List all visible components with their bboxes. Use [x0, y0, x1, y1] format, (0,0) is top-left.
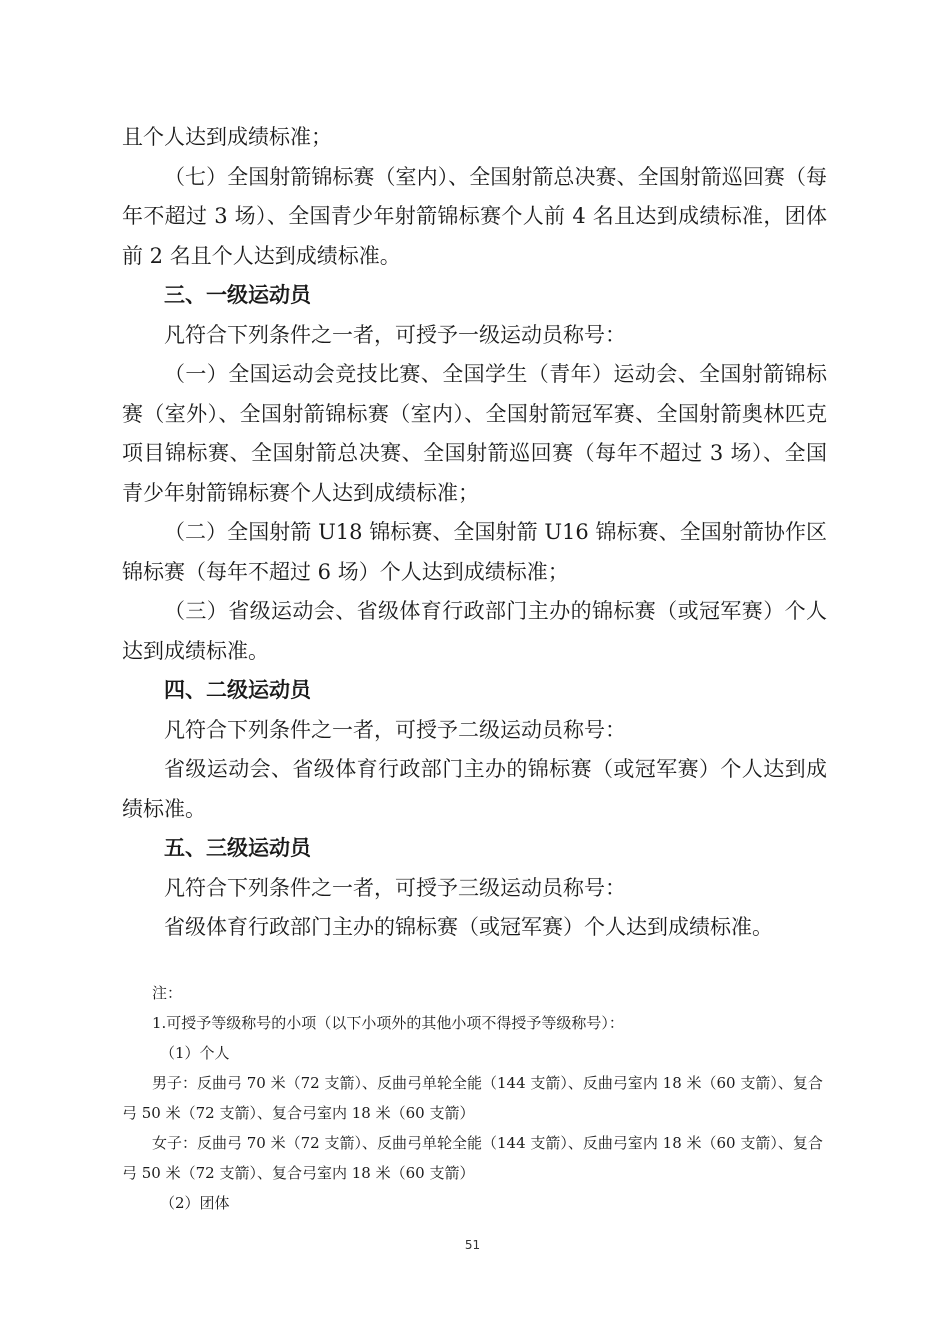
paragraph-first-class-item-1: （一）全国运动会竞技比赛、全国学生（青年）运动会、全国射箭锦标赛（室外）、全国射箭锦标赛（室内）、全国射箭冠军赛、全国射箭奥林匹克项目锦标赛、全国射箭总决赛、全国射箭巡回赛（每年不超过 3 场）、全国青少年射箭锦标赛个人达到成绩标准；: [122, 362, 827, 505]
paragraph-item-7: （七）全国射箭锦标赛（室内）、全国射箭总决赛、全国射箭巡回赛（每年不超过 3 场）、全国青少年射箭锦标赛个人前 4 名且达到成绩标准，团体前 2 名且个人达到成绩标准。: [122, 164, 827, 268]
paragraph-second-class-condition: 省级运动会、省级体育行政部门主办的锦标赛（或冠军赛）个人达到成绩标准。: [122, 757, 827, 821]
notes-sub-individual: （1）个人: [160, 1044, 230, 1062]
notes-sub-team: （2）团体: [160, 1194, 230, 1212]
notes-men-events: 男子：反曲弓 70 米（72 支箭）、反曲弓单轮全能（144 支箭）、反曲弓室内 18 米（60 支箭）、复合弓 50 米（72 支箭）、复合弓室内 18 米（60 支箭）: [122, 1074, 823, 1122]
notes-section: [122, 978, 827, 1218]
page-number: 51: [464, 1238, 481, 1252]
section-heading-first-class: 三、一级运动员: [164, 283, 311, 307]
paragraph-first-class-item-3: （三）省级运动会、省级体育行政部门主办的锦标赛（或冠军赛）个人达到成绩标准。: [122, 599, 827, 663]
section-heading-third-class: 五、三级运动员: [164, 836, 311, 860]
main-text: [122, 118, 827, 948]
paragraph-continuation: 且个人达到成绩标准；: [122, 125, 332, 149]
notes-item-1: 1.可授予等级称号的小项（以下小项外的其他小项不得授予等级称号）：: [152, 1014, 624, 1032]
notes-women-events: 女子：反曲弓 70 米（72 支箭）、反曲弓单轮全能（144 支箭）、反曲弓室内 18 米（60 支箭）、复合弓 50 米（72 支箭）、复合弓室内 18 米（60 支箭）: [122, 1134, 823, 1182]
section-heading-second-class: 四、二级运动员: [164, 678, 311, 702]
paragraph-first-class-intro: 凡符合下列条件之一者，可授予一级运动员称号：: [164, 322, 626, 347]
paragraph-second-class-intro: 凡符合下列条件之一者，可授予二级运动员称号：: [164, 717, 626, 742]
paragraph-first-class-item-2: （二）全国射箭 U18 锦标赛、全国射箭 U16 锦标赛、全国射箭协作区锦标赛（每年不超过 6 场）个人达到成绩标准；: [122, 520, 827, 584]
paragraph-third-class-intro: 凡符合下列条件之一者，可授予三级运动员称号：: [164, 875, 626, 900]
paragraph-third-class-condition: 省级体育行政部门主办的锦标赛（或冠军赛）个人达到成绩标准。: [164, 915, 773, 939]
notes-label: 注：: [152, 984, 183, 1002]
